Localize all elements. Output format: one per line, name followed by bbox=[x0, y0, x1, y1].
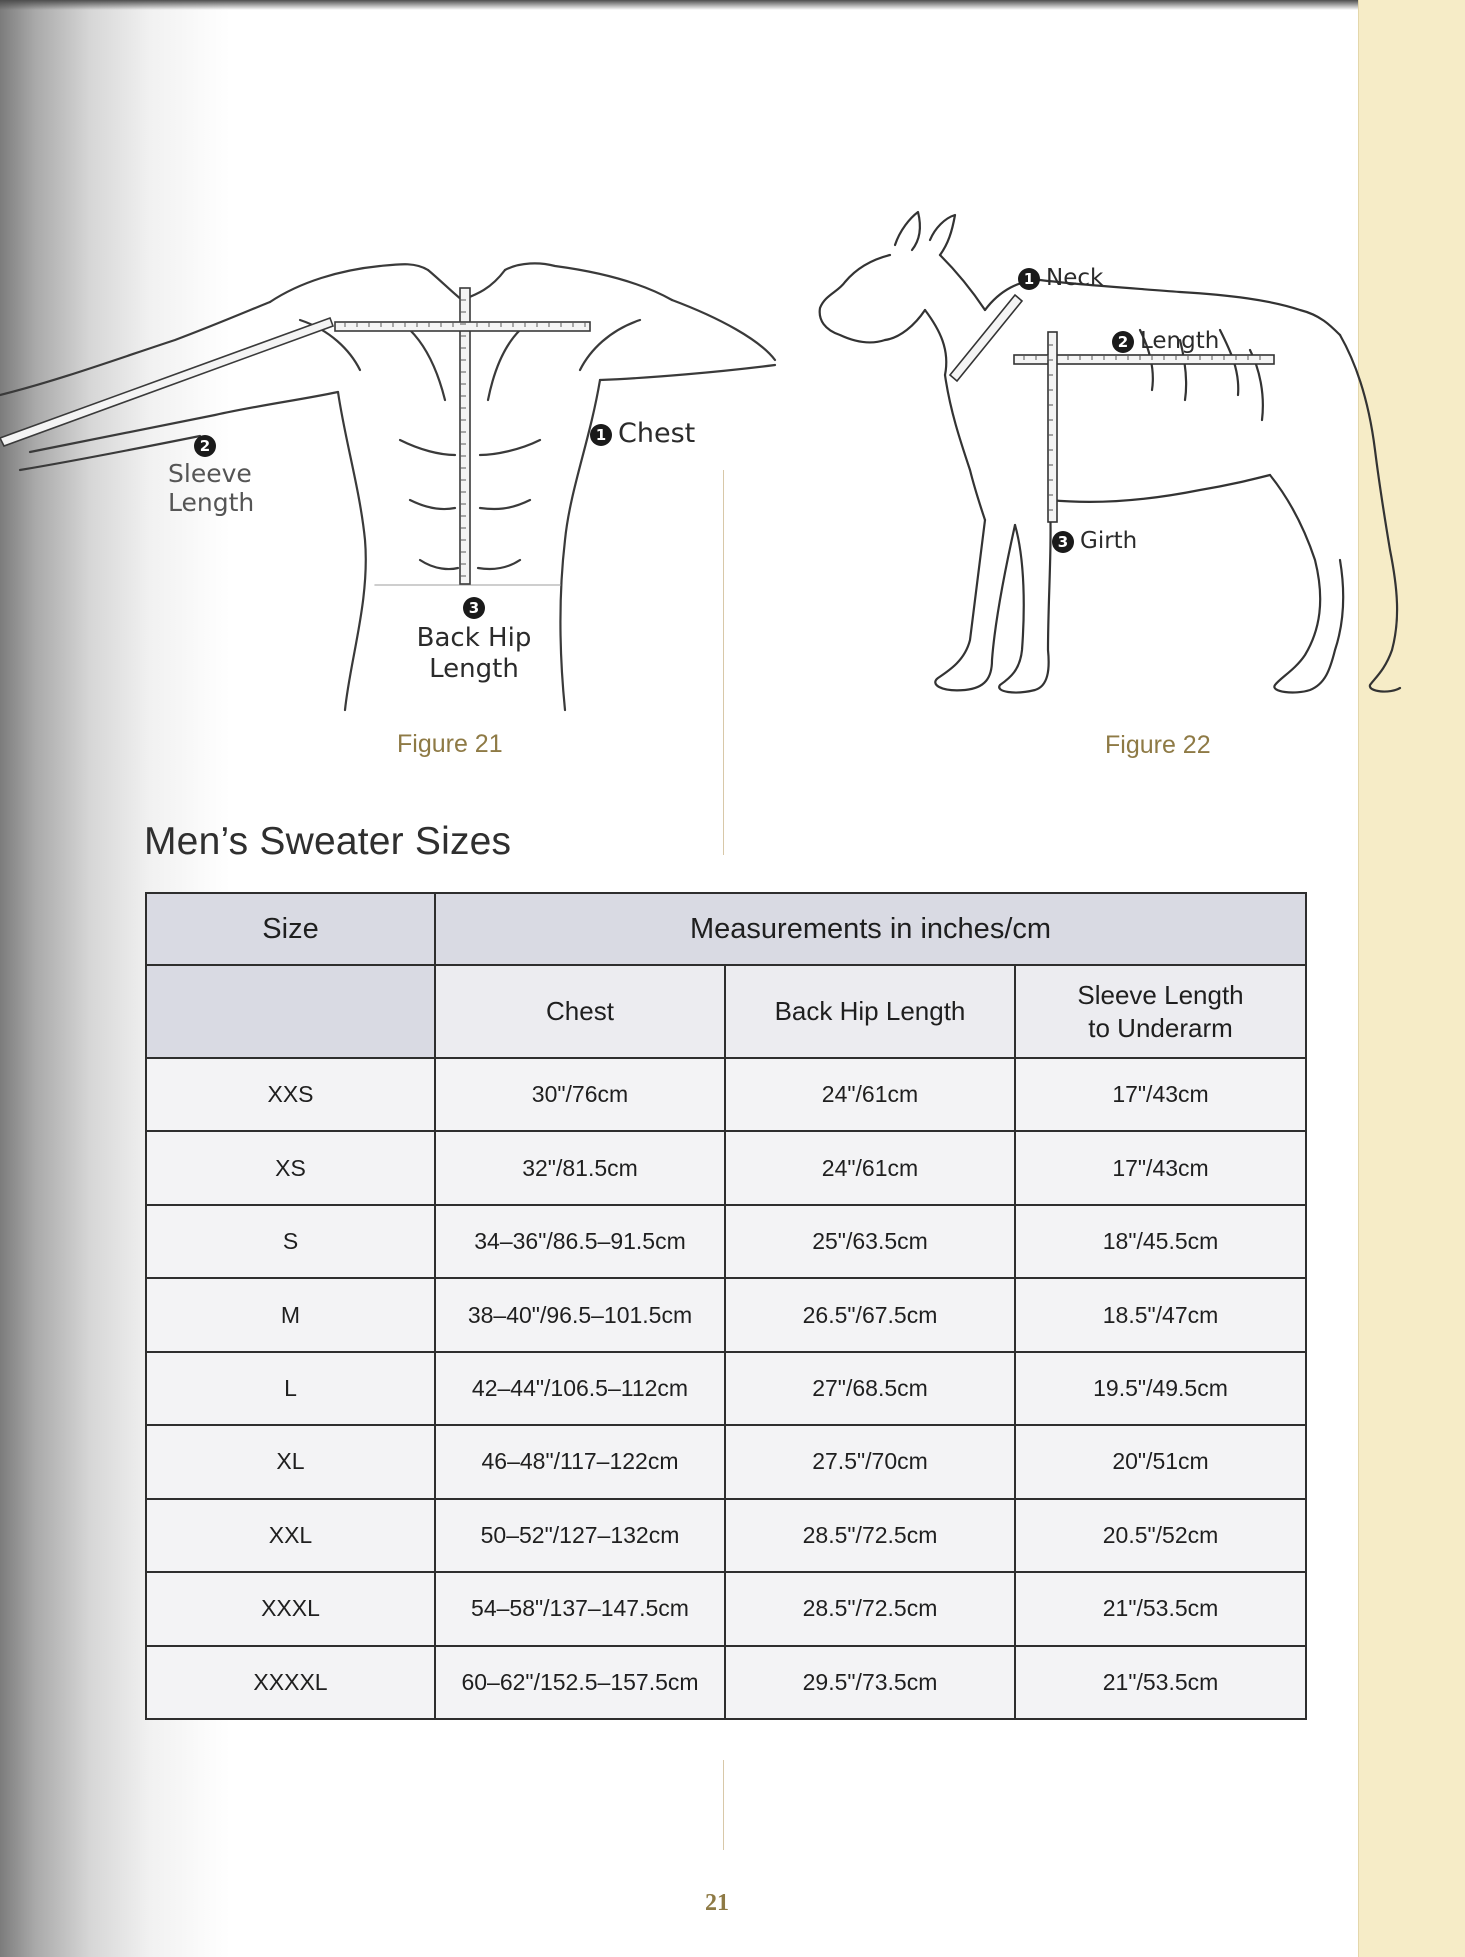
size-cell: S bbox=[146, 1205, 435, 1278]
figure-21-caption: Figure 21 bbox=[397, 730, 503, 758]
chest-cell: 34–36"/86.5–91.5cm bbox=[435, 1205, 725, 1278]
size-cell: L bbox=[146, 1352, 435, 1425]
table-row bbox=[146, 1205, 1306, 1278]
length-label-text: Length bbox=[1140, 328, 1220, 354]
sleeve-label-line2: Length bbox=[168, 488, 255, 517]
sleeve-length-label bbox=[168, 430, 255, 517]
header-size: Size bbox=[146, 893, 435, 965]
back-hip-cell: 26.5"/67.5cm bbox=[725, 1278, 1015, 1351]
neck-label-text: Neck bbox=[1046, 265, 1104, 291]
chest-cell: 54–58"/137–147.5cm bbox=[435, 1572, 725, 1645]
chest-cell: 42–44"/106.5–112cm bbox=[435, 1352, 725, 1425]
table-row bbox=[146, 1058, 1306, 1131]
section-title: Men’s Sweater Sizes bbox=[144, 820, 512, 863]
size-cell: XS bbox=[146, 1131, 435, 1204]
back-hip-cell: 25"/63.5cm bbox=[725, 1205, 1015, 1278]
table-row bbox=[146, 1646, 1306, 1720]
sleeve-cell: 17"/43cm bbox=[1015, 1058, 1306, 1131]
chest-label bbox=[590, 418, 695, 449]
sleeve-cell: 21"/53.5cm bbox=[1015, 1646, 1306, 1720]
top-shadow bbox=[0, 0, 1465, 10]
back-hip-cell: 28.5"/72.5cm bbox=[725, 1572, 1015, 1645]
figure-22-caption: Figure 22 bbox=[1105, 731, 1211, 759]
header-sleeve-line1: Sleeve Length bbox=[1077, 979, 1244, 1010]
badge-2: 2 bbox=[194, 435, 216, 457]
back-hip-cell: 24"/61cm bbox=[725, 1131, 1015, 1204]
size-cell: XXS bbox=[146, 1058, 435, 1131]
sleeve-cell: 21"/53.5cm bbox=[1015, 1572, 1306, 1645]
sleeve-cell: 18"/45.5cm bbox=[1015, 1205, 1306, 1278]
girth-label-text: Girth bbox=[1080, 528, 1138, 554]
chest-cell: 30"/76cm bbox=[435, 1058, 725, 1131]
header-blank bbox=[146, 965, 435, 1058]
dog-illustration bbox=[800, 200, 1410, 720]
sleeve-cell: 20.5"/52cm bbox=[1015, 1499, 1306, 1572]
neck-label bbox=[1018, 265, 1103, 291]
back-hip-length-label bbox=[404, 592, 544, 685]
chest-cell: 50–52"/127–132cm bbox=[435, 1499, 725, 1572]
header-sleeve-length bbox=[1015, 965, 1306, 1058]
table-row bbox=[146, 1131, 1306, 1204]
sweater-size-table bbox=[145, 892, 1307, 1720]
table-row bbox=[146, 1352, 1306, 1425]
center-divider-bottom bbox=[723, 1760, 724, 1850]
sleeve-cell: 20"/51cm bbox=[1015, 1425, 1306, 1498]
sleeve-cell: 19.5"/49.5cm bbox=[1015, 1352, 1306, 1425]
header-chest: Chest bbox=[435, 965, 725, 1058]
back-hip-cell: 29.5"/73.5cm bbox=[725, 1646, 1015, 1720]
chest-cell: 38–40"/96.5–101.5cm bbox=[435, 1278, 725, 1351]
neck-badge: 1 bbox=[1018, 268, 1040, 290]
chest-cell: 46–48"/117–122cm bbox=[435, 1425, 725, 1498]
badge-1: 1 bbox=[590, 424, 612, 446]
length-badge: 2 bbox=[1112, 331, 1134, 353]
chest-label-text: Chest bbox=[618, 418, 696, 449]
badge-3: 3 bbox=[463, 597, 485, 619]
table-row bbox=[146, 1425, 1306, 1498]
table-row bbox=[146, 1278, 1306, 1351]
size-cell: XXXL bbox=[146, 1572, 435, 1645]
table-row bbox=[146, 1499, 1306, 1572]
chest-cell: 32"/81.5cm bbox=[435, 1131, 725, 1204]
header-measurements: Measurements in inches/cm bbox=[435, 893, 1306, 965]
size-cell: M bbox=[146, 1278, 435, 1351]
table-row bbox=[146, 1572, 1306, 1645]
back-hip-cell: 24"/61cm bbox=[725, 1058, 1015, 1131]
size-cell: XL bbox=[146, 1425, 435, 1498]
size-cell: XXL bbox=[146, 1499, 435, 1572]
chest-cell: 60–62"/152.5–157.5cm bbox=[435, 1646, 725, 1720]
size-cell: XXXXL bbox=[146, 1646, 435, 1720]
length-label bbox=[1112, 328, 1219, 354]
girth-label bbox=[1052, 528, 1137, 554]
back-hip-label-line2: Length bbox=[429, 654, 519, 684]
header-sleeve-line2: to Underarm bbox=[1088, 1012, 1233, 1043]
back-hip-cell: 28.5"/72.5cm bbox=[725, 1499, 1015, 1572]
page-number: 21 bbox=[705, 1890, 729, 1916]
back-hip-label-line1: Back Hip bbox=[416, 623, 532, 653]
back-hip-cell: 27.5"/70cm bbox=[725, 1425, 1015, 1498]
back-hip-cell: 27"/68.5cm bbox=[725, 1352, 1015, 1425]
sleeve-cell: 17"/43cm bbox=[1015, 1131, 1306, 1204]
girth-badge: 3 bbox=[1052, 531, 1074, 553]
sleeve-cell: 18.5"/47cm bbox=[1015, 1278, 1306, 1351]
sleeve-label-line1: Sleeve bbox=[168, 459, 252, 488]
header-back-hip-length: Back Hip Length bbox=[725, 965, 1015, 1058]
